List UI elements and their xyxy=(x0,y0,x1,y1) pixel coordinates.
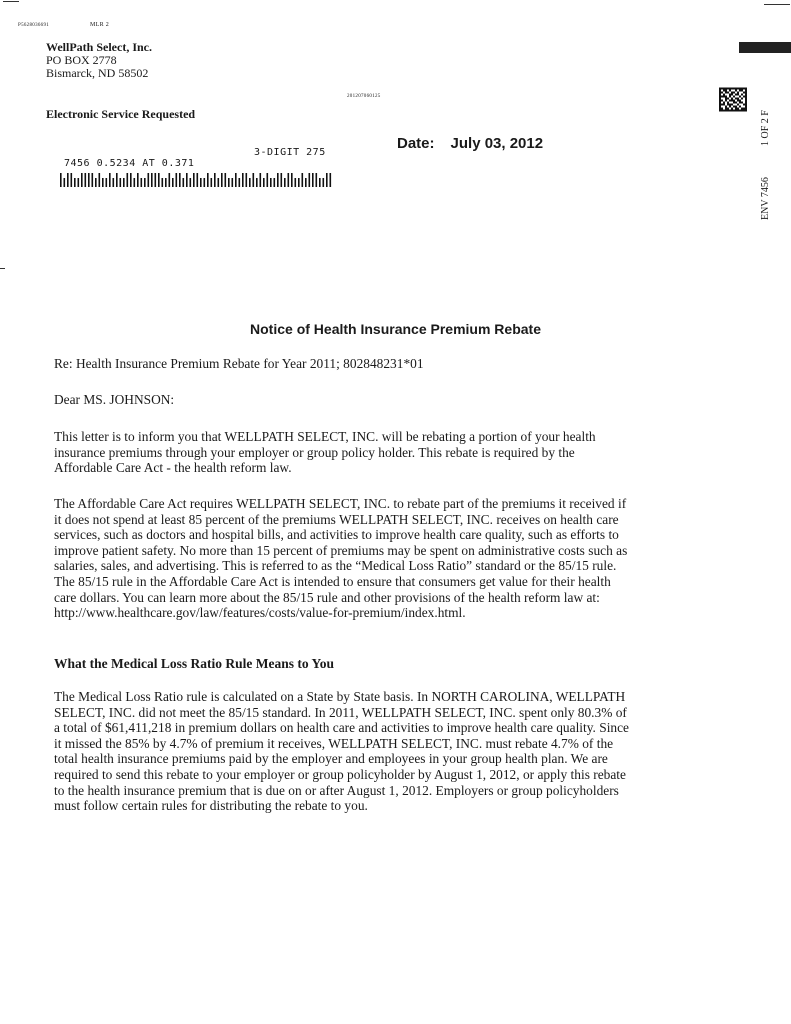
electronic-service-notice: Electronic Service Requested xyxy=(46,107,196,121)
datamatrix-code xyxy=(719,87,747,112)
paragraph-line: services, such as doctors and hospital bills, and activities to improve health care quality, such as efforts to xyxy=(54,527,619,543)
date-value: July 03, 2012 xyxy=(450,135,544,152)
letter-date xyxy=(397,135,543,152)
scan-artifact xyxy=(3,1,19,2)
sender-name: WellPath Select, Inc. xyxy=(46,40,152,54)
reference-code: P5628036691 xyxy=(18,23,50,28)
sender-address-line2: Bismarck, ND 58502 xyxy=(46,66,149,80)
sender-address xyxy=(46,41,152,80)
paragraph-line: a total of $61,411,218 in premium dollars on health care and activities to improve health care quality. Since xyxy=(54,720,630,736)
paragraph-line: The Affordable Care Act requires WELLPATH SELECT, INC. to rebate part of the premiums it received if xyxy=(54,496,627,511)
paragraph-line: SELECT, INC. did not meet the 85/15 standard. In 2011, WELLPATH SELECT, INC. spent only 80.3% of xyxy=(54,704,627,720)
scan-mark xyxy=(739,42,791,53)
scan-artifact xyxy=(0,268,5,269)
paragraph-line: care dollars. You can learn more about the 85/15 rule and other provisions of the health reform law at: xyxy=(54,589,600,605)
paragraph-line: insurance premiums through your employer or group policy holder. This rebate is required by the xyxy=(54,444,575,460)
mlr-code: MLR 2 xyxy=(90,22,110,28)
envelope-label: ENV 7456 xyxy=(760,177,771,220)
scan-artifact xyxy=(764,4,790,5)
re-line: Re: Health Insurance Premium Rebate for Year 2011; 802848231*01 xyxy=(54,356,424,371)
page-count-label: 1 OF 2 F xyxy=(760,110,771,146)
paragraph-line: This letter is to inform you that WELLPATH SELECT, INC. will be rebating a portion of your health xyxy=(54,429,596,444)
document-code: 201207060125 xyxy=(347,94,381,99)
paragraph-line: Affordable Care Act - the health reform law. xyxy=(54,460,292,476)
postal-barcode xyxy=(60,173,333,187)
paragraph-affordable-care-act xyxy=(54,496,744,621)
paragraph-line: to the health insurance premium that is due on or after August 1, 2012. Employers or group policyholders xyxy=(54,782,619,798)
letter-title: Notice of Health Insurance Premium Rebate xyxy=(250,321,541,337)
paragraph-rebate-notice xyxy=(54,429,744,476)
paragraph-line: it does not spend at least 85 percent of the premiums WELLPATH SELECT, INC. receives on health care xyxy=(54,511,619,527)
date-label: Date: xyxy=(397,135,435,152)
section-heading: What the Medical Loss Ratio Rule Means to You xyxy=(54,656,334,671)
paragraph-line: required to send this rebate to your employer or group policyholder by August 1, 2012, or apply this rebate xyxy=(54,766,626,782)
paragraph-line: The Medical Loss Ratio rule is calculated on a State by State basis. In NORTH CAROLINA, WELLPATH xyxy=(54,689,626,704)
paragraph-line: salaries, sales, and advertising. This is referred to as the “Medical Loss Ratio” standard or the 85/15 rule. xyxy=(54,558,617,574)
routing-code: 7456 0.5234 AT 0.371 xyxy=(64,158,195,169)
three-digit-code: 3-DIGIT 275 xyxy=(254,147,326,158)
paragraph-line: it missed the 85% by 4.7% of premium it receives, WELLPATH SELECT, INC. must rebate 4.7% of the xyxy=(54,735,614,751)
paragraph-line: total health insurance premiums paid by the employer and employees in your group health plan. We are xyxy=(54,751,608,767)
salutation: Dear MS. JOHNSON: xyxy=(54,392,175,407)
paragraph-line: The 85/15 rule in the Affordable Care Act is intended to ensure that consumers get value for their health xyxy=(54,573,611,589)
paragraph-medical-loss-ratio xyxy=(54,689,744,814)
paragraph-line: improve patient safety. No more than 15 percent of premiums may be spent on administrative costs such as xyxy=(54,542,628,558)
sender-address-line1: PO BOX 2778 xyxy=(46,53,117,67)
paragraph-line: must follow certain rules for distributing the rebate to you. xyxy=(54,798,368,814)
paragraph-line: http://www.healthcare.gov/law/features/costs/value-for-premium/index.html. xyxy=(54,605,466,621)
